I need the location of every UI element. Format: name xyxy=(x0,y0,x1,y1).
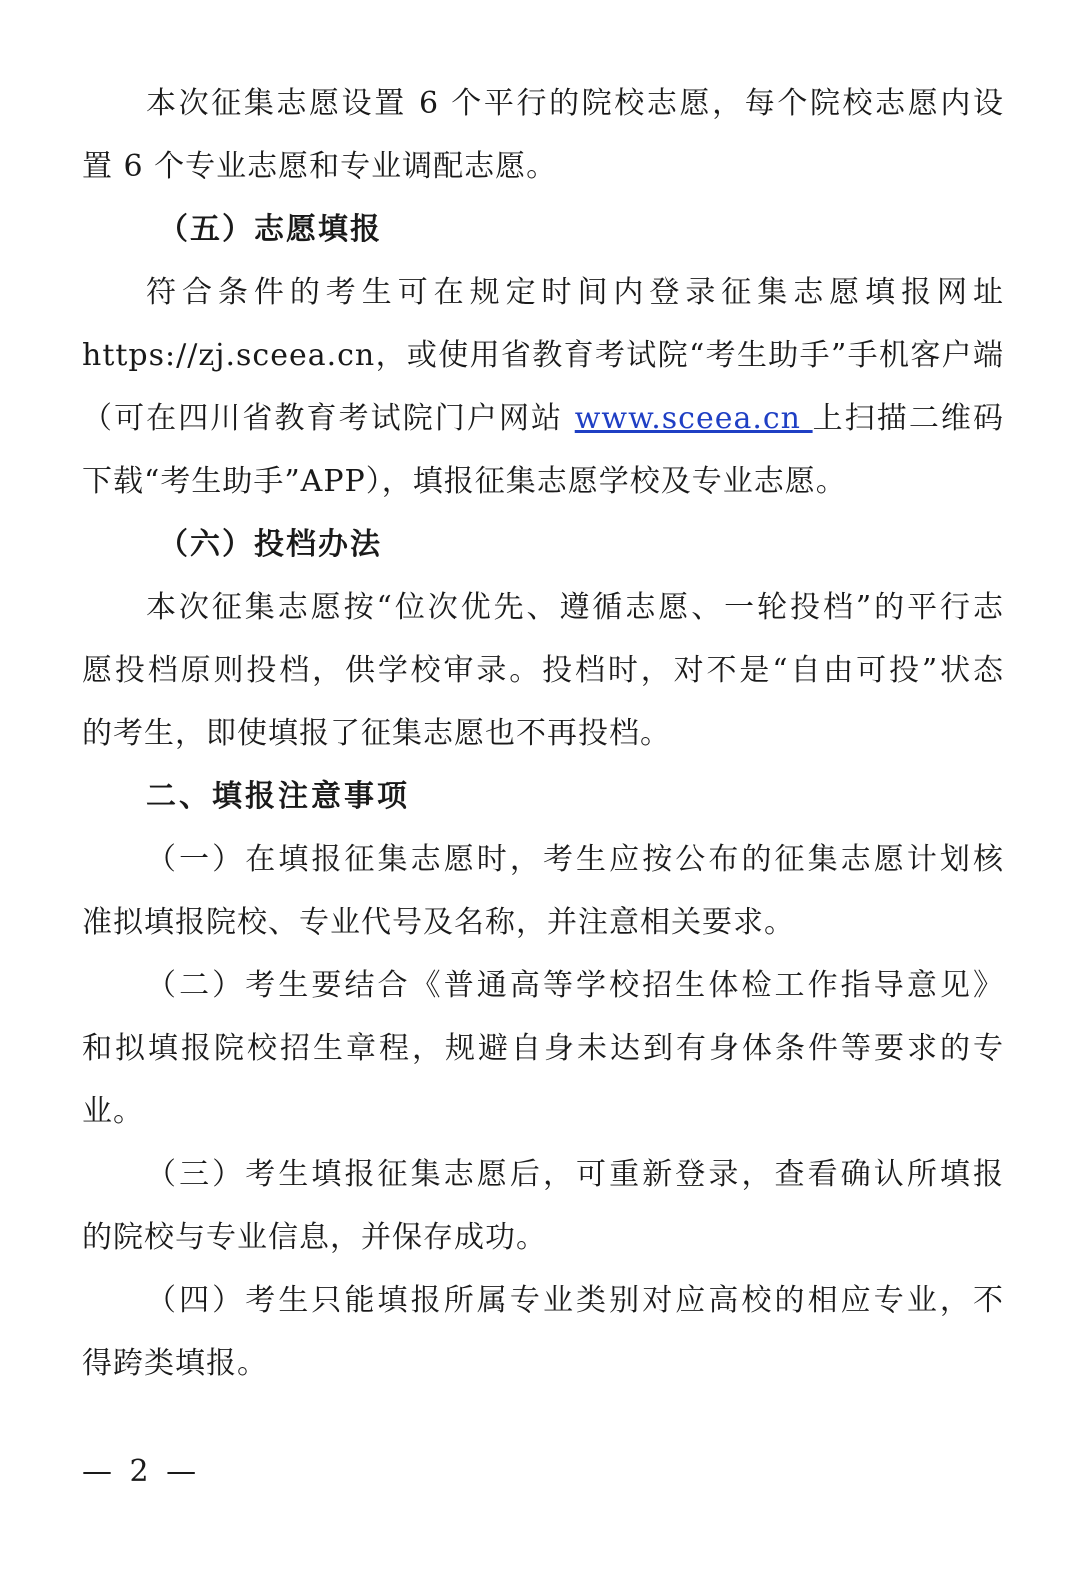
note-1-line-1: （一）在填报征集志愿时，考生应按公布的征集志愿计划核 xyxy=(146,842,1004,877)
note-4-line-2: 得跨类填报。 xyxy=(82,1346,268,1381)
section-heading-filling: （五）志愿填报 xyxy=(158,212,382,247)
paragraph-volunteer-setup-line-2: 置 6 个专业志愿和专业调配志愿。 xyxy=(82,149,558,184)
paragraph-filling-line-3-post: 上扫描二维码 xyxy=(812,401,1004,436)
page-number: — 2 — xyxy=(82,1454,201,1489)
paragraph-filling-line-3 xyxy=(82,387,1004,450)
note-2-line-2: 和拟填报院校招生章程，规避自身未达到有身体条件等要求的专 xyxy=(82,1031,1004,1066)
note-2-line-3: 业。 xyxy=(82,1094,144,1129)
document-page xyxy=(82,72,1004,1395)
paragraph-admission-line-3: 的考生，即使填报了征集志愿也不再投档。 xyxy=(82,716,671,751)
section-heading-notes: 二、填报注意事项 xyxy=(146,779,410,814)
note-2-line-1: （二）考生要结合《普通高等学校招生体检工作指导意见》 xyxy=(146,968,1004,1003)
note-3-line-2: 的院校与专业信息，并保存成功。 xyxy=(82,1220,547,1255)
paragraph-filling-line-4: 下载“考生助手”APP），填报征集志愿学校及专业志愿。 xyxy=(82,464,847,499)
paragraph-admission-line-1: 本次征集志愿按“位次优先、遵循志愿、一轮投档”的平行志 xyxy=(146,590,1004,625)
section-heading-admission-method: （六）投档办法 xyxy=(158,527,382,562)
paragraph-filling-line-2: https://zj.sceea.cn，或使用省教育考试院“考生助手”手机客户端 xyxy=(82,338,1004,373)
portal-website-link[interactable]: www.sceea.cn xyxy=(574,401,813,436)
paragraph-admission-line-2: 愿投档原则投档，供学校审录。投档时，对不是“自由可投”状态 xyxy=(82,653,1004,688)
paragraph-volunteer-setup-line-1: 本次征集志愿设置 6 个平行的院校志愿，每个院校志愿内设 xyxy=(146,86,1004,121)
note-1-line-2: 准拟填报院校、专业代号及名称，并注意相关要求。 xyxy=(82,905,795,940)
paragraph-filling-line-1: 符合条件的考生可在规定时间内登录征集志愿填报网址 xyxy=(146,275,1004,310)
note-3-line-1: （三）考生填报征集志愿后，可重新登录，查看确认所填报 xyxy=(146,1157,1004,1192)
note-4-line-1: （四）考生只能填报所属专业类别对应高校的相应专业，不 xyxy=(146,1283,1004,1318)
paragraph-filling-line-3-pre: （可在四川省教育考试院门户网站 xyxy=(82,401,575,436)
